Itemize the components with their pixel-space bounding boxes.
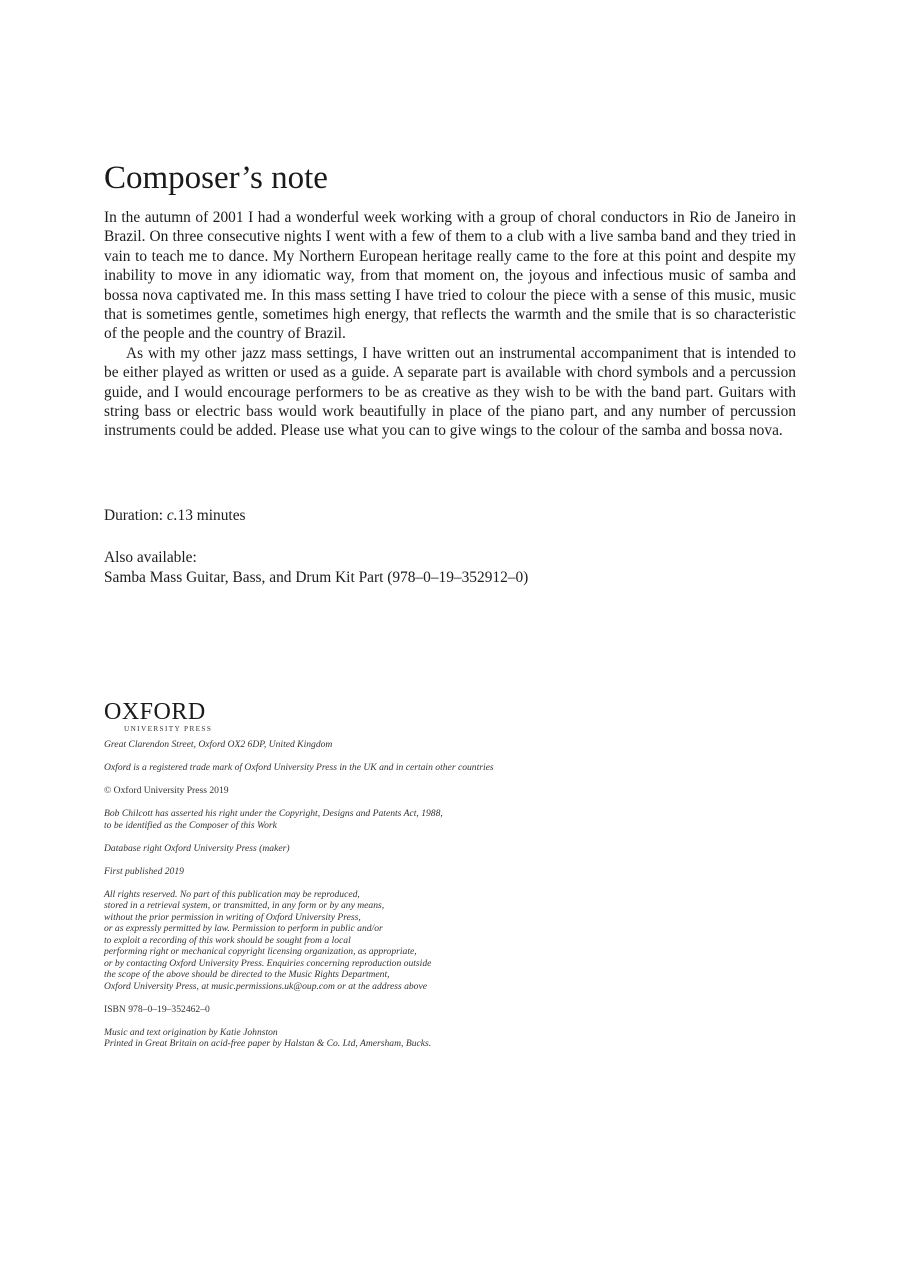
- rights-line: or as expressly permitted by law. Permission to perform in public and/or: [104, 923, 383, 934]
- moral-rights-line: Bob Chilcott has asserted his right under the Copyright, Designs and Patents Act, 1988,: [104, 808, 443, 819]
- logo-word: OXFORD: [104, 699, 206, 725]
- origination-line: Music and text origination by Katie Johnston: [104, 1026, 278, 1038]
- rights-line: All rights reserved. No part of this publication may be reproduced,: [104, 888, 360, 900]
- note-paragraph-2: As with my other jazz mass settings, I have written out an instrumental accompaniment that is intended to be either played as written or used as a guide. A separate part is available with chord symbols and a percussion guide, and I would encourage performers to be as creative as they wish to be with the band part. Guitars with string bass or electric bass would work beautifully in place of the piano part, and any number of percussion instruments could be added. Please use what you can to give wings to the colour of the samba and bossa nova.: [104, 344, 796, 440]
- publisher-address: Great Clarendon Street, Oxford OX2 6DP, United Kingdom: [104, 739, 333, 750]
- duration: [104, 506, 246, 525]
- duration-circa: c.: [166, 507, 178, 524]
- trademark-notice: Oxford is a registered trade mark of Oxford University Press in the UK and in certain other countries: [104, 762, 494, 773]
- duration-value: 13 minutes: [177, 507, 246, 524]
- rights-reserved-notice: [104, 889, 664, 993]
- origination-notice: [104, 1027, 664, 1050]
- rights-line: the scope of the above should be directed to the Music Rights Department,: [104, 969, 390, 980]
- also-available: [104, 548, 528, 587]
- note-paragraph-1: In the autumn of 2001 I had a wonderful week working with a group of choral conductors in Rio de Janeiro in Brazil. On three consecutive nights I went with a few of them to a club with a live samba band and they tried in vain to teach me to dance. My Northern European heritage really came to the fore at this point and despite my inability to move in any idiomatic way, from that moment on, the joyous and infectious music of samba and bossa nova captivated me. In this mass setting I have tried to colour the piece with a sense of this music, music that is sometimes gentle, sometimes high energy, that reflects the warmth and the smile that is so characteristic of the people and the country of Brazil.: [104, 209, 796, 343]
- oxford-logo: [104, 700, 212, 734]
- rights-line: Oxford University Press, at music.permissions.uk@oup.com or at the address above: [104, 980, 427, 992]
- rights-line: performing right or mechanical copyright licensing organization, as appropriate,: [104, 946, 417, 957]
- rights-line: without the prior permission in writing of Oxford University Press,: [104, 911, 361, 923]
- origination-line: Printed in Great Britain on acid-free paper by Halstan & Co. Ltd, Amersham, Bucks.: [104, 1038, 432, 1049]
- rights-line: or by contacting Oxford University Press. Enquiries concerning reproduction outside: [104, 957, 432, 969]
- copyright-notice: © Oxford University Press 2019: [104, 785, 229, 796]
- moral-rights-line: to be identified as the Composer of this Work: [104, 819, 277, 831]
- page-title: Composer’s note: [104, 160, 328, 196]
- moral-rights-notice: [104, 808, 664, 831]
- rights-line: to exploit a recording of this work should be sought from a local: [104, 934, 351, 946]
- also-available-heading: Also available:: [104, 549, 197, 566]
- rights-line: stored in a retrieval system, or transmitted, in any form or by any means,: [104, 900, 385, 911]
- first-published: First published 2019: [104, 865, 184, 877]
- database-right: Database right Oxford University Press (maker): [104, 842, 290, 854]
- also-available-item: Samba Mass Guitar, Bass, and Drum Kit Part (978–0–19–352912–0): [104, 568, 529, 586]
- imprint: [104, 739, 664, 1061]
- isbn: ISBN 978–0–19–352462–0: [104, 1003, 210, 1015]
- logo-subtitle: UNIVERSITY PRESS: [124, 725, 213, 733]
- composer-note-body: [104, 208, 796, 441]
- duration-label: Duration:: [104, 507, 163, 524]
